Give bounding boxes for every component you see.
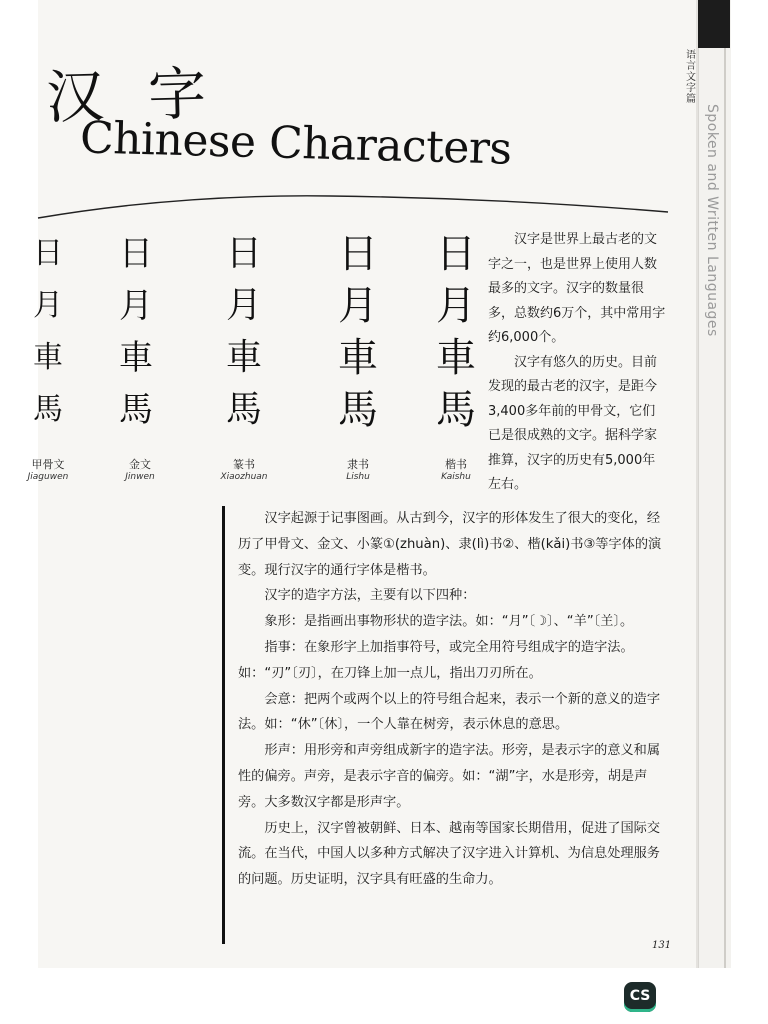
intro-paragraph: 汉字是世界上最古老的文字之一，也是世界上使用人数最多的文字。汉字的数量很多，总数约6万个，其中常用字约6,000个。 [488, 232, 666, 345]
page-edge-line [724, 48, 726, 968]
script-label-en: Jiaguwen [27, 472, 69, 482]
glyph-yue: 月 [119, 286, 153, 326]
glyph-ma: 馬 [338, 387, 378, 433]
script-label-en: Xiaozhuan [220, 472, 268, 482]
script-column-jiaguwen [26, 228, 70, 436]
title-english: Chinese Characters [79, 112, 513, 175]
script-label-zh: 金文 [129, 458, 151, 471]
glyph-che: 車 [225, 337, 262, 378]
page-number: 131 [652, 940, 672, 951]
glyph-ri: 日 [33, 236, 63, 271]
camscanner-logo: CS [624, 982, 656, 1012]
title-chinese: 汉字 [45, 58, 252, 132]
script-label-zh: 篆书 [233, 458, 255, 471]
side-chapter-zh: 语言文字篇 [686, 50, 696, 105]
body-paragraph: 指事：在象形字上加指事符号，或完全用符号组成字的造字法。如：“刃”〔刃〕，在刀锋上加一点儿，指出刀刃所在。 [238, 639, 634, 681]
intro-paragraph: 汉字有悠久的历史。目前发现的最古老的汉字，是距今3,400多年前的甲骨文，它们已是很成熟的文字。据科学家推算，汉字的历史有5,000年左右。 [488, 354, 658, 492]
body-paragraph: 会意：把两个或两个以上的符号组合起来，表示一个新的意义的造字法。如：“休”〔休〕，一个人靠在树旁，表示休息的意思。 [238, 691, 661, 733]
glyph-che: 車 [436, 335, 476, 381]
script-label-zh: 楷书 [445, 458, 467, 471]
text-rule [222, 506, 225, 944]
script-label-jiaguwen [16, 456, 80, 482]
script-column-lishu [326, 228, 390, 436]
body-paragraph: 汉字的造字方法，主要有以下四种： [264, 588, 476, 604]
side-chapter-en: Spoken and Written Languages [704, 104, 720, 337]
body-paragraph: 汉字起源于记事图画。从古到今，汉字的形体发生了很大的变化，经历了甲骨文、金文、小篆①(zhuàn)、隶(lì)书②、楷(kǎi)书③等字体的演变。现行汉字的通行字体是楷书。 [238, 511, 662, 578]
chapter-tab [698, 0, 730, 48]
glyph-che: 車 [33, 340, 63, 375]
glyph-ma: 馬 [119, 390, 153, 430]
body-paragraph: 象形：是指画出事物形状的造字法。如：“月”〔☽〕、“羊”〔𦍌〕。 [264, 614, 634, 630]
script-label-en: Kaishu [441, 472, 471, 482]
script-label-zh: 隶书 [347, 458, 369, 471]
intro-text [488, 228, 668, 498]
script-column-kaishu [424, 228, 488, 436]
glyph-che: 車 [119, 338, 153, 378]
body-text [238, 506, 670, 893]
glyph-yue: 月 [225, 285, 262, 326]
glyph-yue: 月 [338, 283, 378, 329]
script-label-en: Lishu [346, 472, 370, 482]
script-column-jinwen [108, 228, 164, 436]
script-label-zh: 甲骨文 [31, 458, 65, 471]
curved-divider [0, 188, 680, 228]
glyph-ma: 馬 [436, 387, 476, 433]
glyph-ri: 日 [225, 233, 262, 274]
glyph-ri: 日 [338, 231, 378, 277]
script-label-jinwen [108, 456, 172, 482]
glyph-yue: 月 [436, 283, 476, 329]
body-paragraph: 形声：用形旁和声旁组成新字的造字法。形旁，是表示字的意义和属性的偏旁。声旁，是表示字音的偏旁。如：“湖”字，水是形旁，胡是声旁。大多数汉字都是形声字。 [238, 743, 661, 810]
glyph-ri: 日 [436, 231, 476, 277]
glyph-yue: 月 [33, 288, 63, 323]
glyph-ri: 日 [119, 234, 153, 274]
script-label-en: Jinwen [125, 472, 155, 482]
script-label-lishu [326, 456, 390, 482]
body-paragraph: 历史上，汉字曾被朝鲜、日本、越南等国家长期借用，促进了国际交流。在当代，中国人以多种方式解决了汉字进入计算机、为信息处理服务的问题。历史证明，汉字具有旺盛的生命力。 [238, 820, 661, 888]
glyph-che: 車 [338, 335, 378, 381]
glyph-ma: 馬 [225, 389, 262, 430]
glyph-ma: 馬 [33, 392, 63, 427]
script-label-kaishu [424, 456, 488, 482]
script-label-xiaozhuan [212, 456, 276, 482]
script-column-xiaozhuan [214, 228, 274, 436]
